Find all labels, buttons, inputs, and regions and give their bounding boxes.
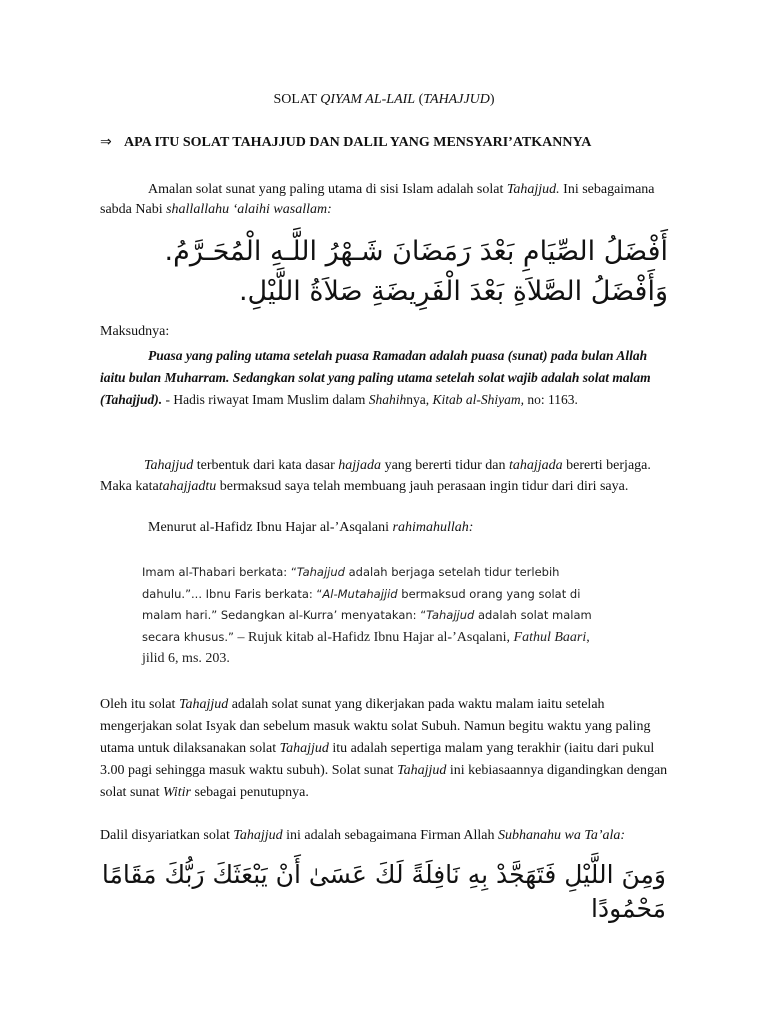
etymology-italic-3: tahajjada	[508, 458, 563, 473]
translation-text-1: - Hadis riwayat Imam Muslim dalam	[162, 392, 369, 407]
time-text-4: ini kebiasaannya digandingkan dengan solat sunat	[100, 763, 668, 800]
quote-source-text: – Rujuk kitab al-Hafidz Ibnu Hajar al-’Asqalani,	[234, 629, 514, 645]
translation-italic-1: Shahih	[368, 392, 407, 407]
quote-text-1: Imam al-Thabari berkata: “	[142, 565, 297, 579]
translation-bold: Puasa yang paling utama setelah puasa Ramadan adalah puasa (sunat) pada bulan Allah iaitu bulan Muharram. Sedangkan solat yang paling utama setelah solat wajib adalah solat malam (Tahajjud).	[100, 348, 651, 407]
title-italic-2: TAHAJJUD	[423, 92, 490, 107]
arrow-bullet-icon: ⇒	[100, 135, 112, 150]
intro-italic-2: shallallahu ‘alaihi wasallam:	[166, 202, 332, 217]
etymology-italic-4: tahajjadtu	[158, 479, 217, 494]
translation-text-3: no: 1163.	[524, 392, 578, 407]
time-text-1: Oleh itu solat	[100, 697, 179, 712]
menurut-italic: rahimahullah:	[392, 520, 474, 535]
quote-source-italic: Fathul Baari	[513, 629, 587, 645]
time-italic-1: Tahajjud	[178, 697, 229, 712]
etymology-italic-2: hajjada	[338, 458, 382, 473]
intro-paragraph	[100, 180, 670, 220]
title-italic: QIYAM AL-LAIL	[320, 92, 416, 107]
time-text-3: itu adalah sepertiga malam yang terakhir (iaitu dari pukul 3.00 pagi sehingga masuk waktu subuh). Solat sunat	[100, 741, 655, 778]
time-italic-2: Tahajjud	[279, 741, 329, 756]
intro-text-1: Amalan solat sunat yang paling utama di sisi Islam adalah solat	[148, 182, 507, 197]
quote-italic-3: Tahajjud	[426, 608, 475, 622]
time-text-2: adalah solat sunat yang dikerjakan pada waktu malam iaitu setelah mengerjakan solat Isyak dan sebelum masuk waktu solat Subuh. Namun begitu waktu yang paling utama untuk dilaksanakan solat	[100, 697, 651, 756]
menurut-line	[148, 518, 473, 538]
quote-source-text-2: , jilid 6, ms. 203.	[142, 629, 590, 666]
maksud-label: Maksudnya:	[100, 324, 170, 339]
title-open: (	[415, 92, 424, 107]
quote-text-4: adalah solat malam secara khusus.”	[142, 608, 592, 644]
dalil-line	[100, 826, 625, 846]
section-heading-text: APA ITU SOLAT TAHAJJUD DAN DALIL YANG MENSYARI’ATKANNYA	[124, 135, 592, 150]
arabic-hadith: أَفْضَلُ الصِّيَامِ بَعْدَ رَمَضَانَ شَـهْرُ اللَّـهِ الْمُحَـرَّمُ. وَأَفْضَلُ الصَّلاَةِ بَعْدَ الْفَرِيضَةِ صَلاَةُ اللَّيْلِ.	[164, 236, 668, 307]
dalil-text-2: ini adalah sebagaimana Firman Allah	[282, 828, 499, 843]
translation-italic-2: Kitab al-Shiyam,	[432, 392, 525, 407]
dalil-text-1: Dalil disyariatkan solat	[100, 828, 234, 843]
time-italic-3: Tahajjud	[397, 763, 447, 778]
etymology-italic-1: Tahajjud	[144, 458, 194, 473]
quote-italic-2: Al-Mutahajjid	[322, 586, 398, 601]
translation-text-2: nya,	[406, 392, 433, 407]
etymology-text-2: yang bererti tidur dan	[381, 458, 509, 473]
quote-text-3: bermaksud orang yang solat di malam hari.” Sedangkan al-Kurra’ menyatakan: “	[142, 586, 581, 622]
section-heading	[100, 134, 591, 151]
etymology-text-3: bererti berjaga. Maka kata	[100, 458, 651, 494]
title-close: )	[489, 92, 495, 107]
quote-text-2: adalah berjaga setelah tidur terlebih dahulu.”... Ibnu Faris berkata: “	[142, 565, 560, 601]
title-prefix: SOLAT	[273, 92, 321, 107]
quote-italic-1: Tahajjud	[296, 565, 345, 579]
translation-paragraph	[100, 345, 670, 411]
block-quote	[142, 562, 612, 670]
document-title	[0, 92, 768, 108]
intro-italic-1: Tahajjud.	[506, 182, 560, 197]
menurut-text: Menurut al-Hafidz Ibnu Hajar al-’Asqalani	[148, 520, 393, 535]
etymology-text-4: bermaksud saya telah membuang jauh perasaan ingin tidur dari diri saya.	[216, 479, 629, 494]
etymology-text-1: terbentuk dari kata dasar	[193, 458, 339, 473]
etymology-paragraph	[100, 455, 670, 497]
time-text-5: sebagai penutupnya.	[191, 785, 309, 800]
time-paragraph	[100, 694, 670, 804]
intro-text-2: Ini sebagaimana sabda Nabi	[100, 182, 655, 217]
arabic-verse: وَمِنَ اللَّيْلِ فَتَهَجَّدْ بِهِ نَافِلَةً لَكَ عَسَىٰ أَنْ يَبْعَثَكَ رَبُّكَ مَقَامًا مَحْمُودًا	[101, 860, 666, 923]
time-italic-4: Witir	[163, 785, 192, 800]
dalil-italic-1: Tahajjud	[233, 828, 283, 843]
dalil-italic-2: Subhanahu wa Ta’ala:	[498, 828, 626, 843]
